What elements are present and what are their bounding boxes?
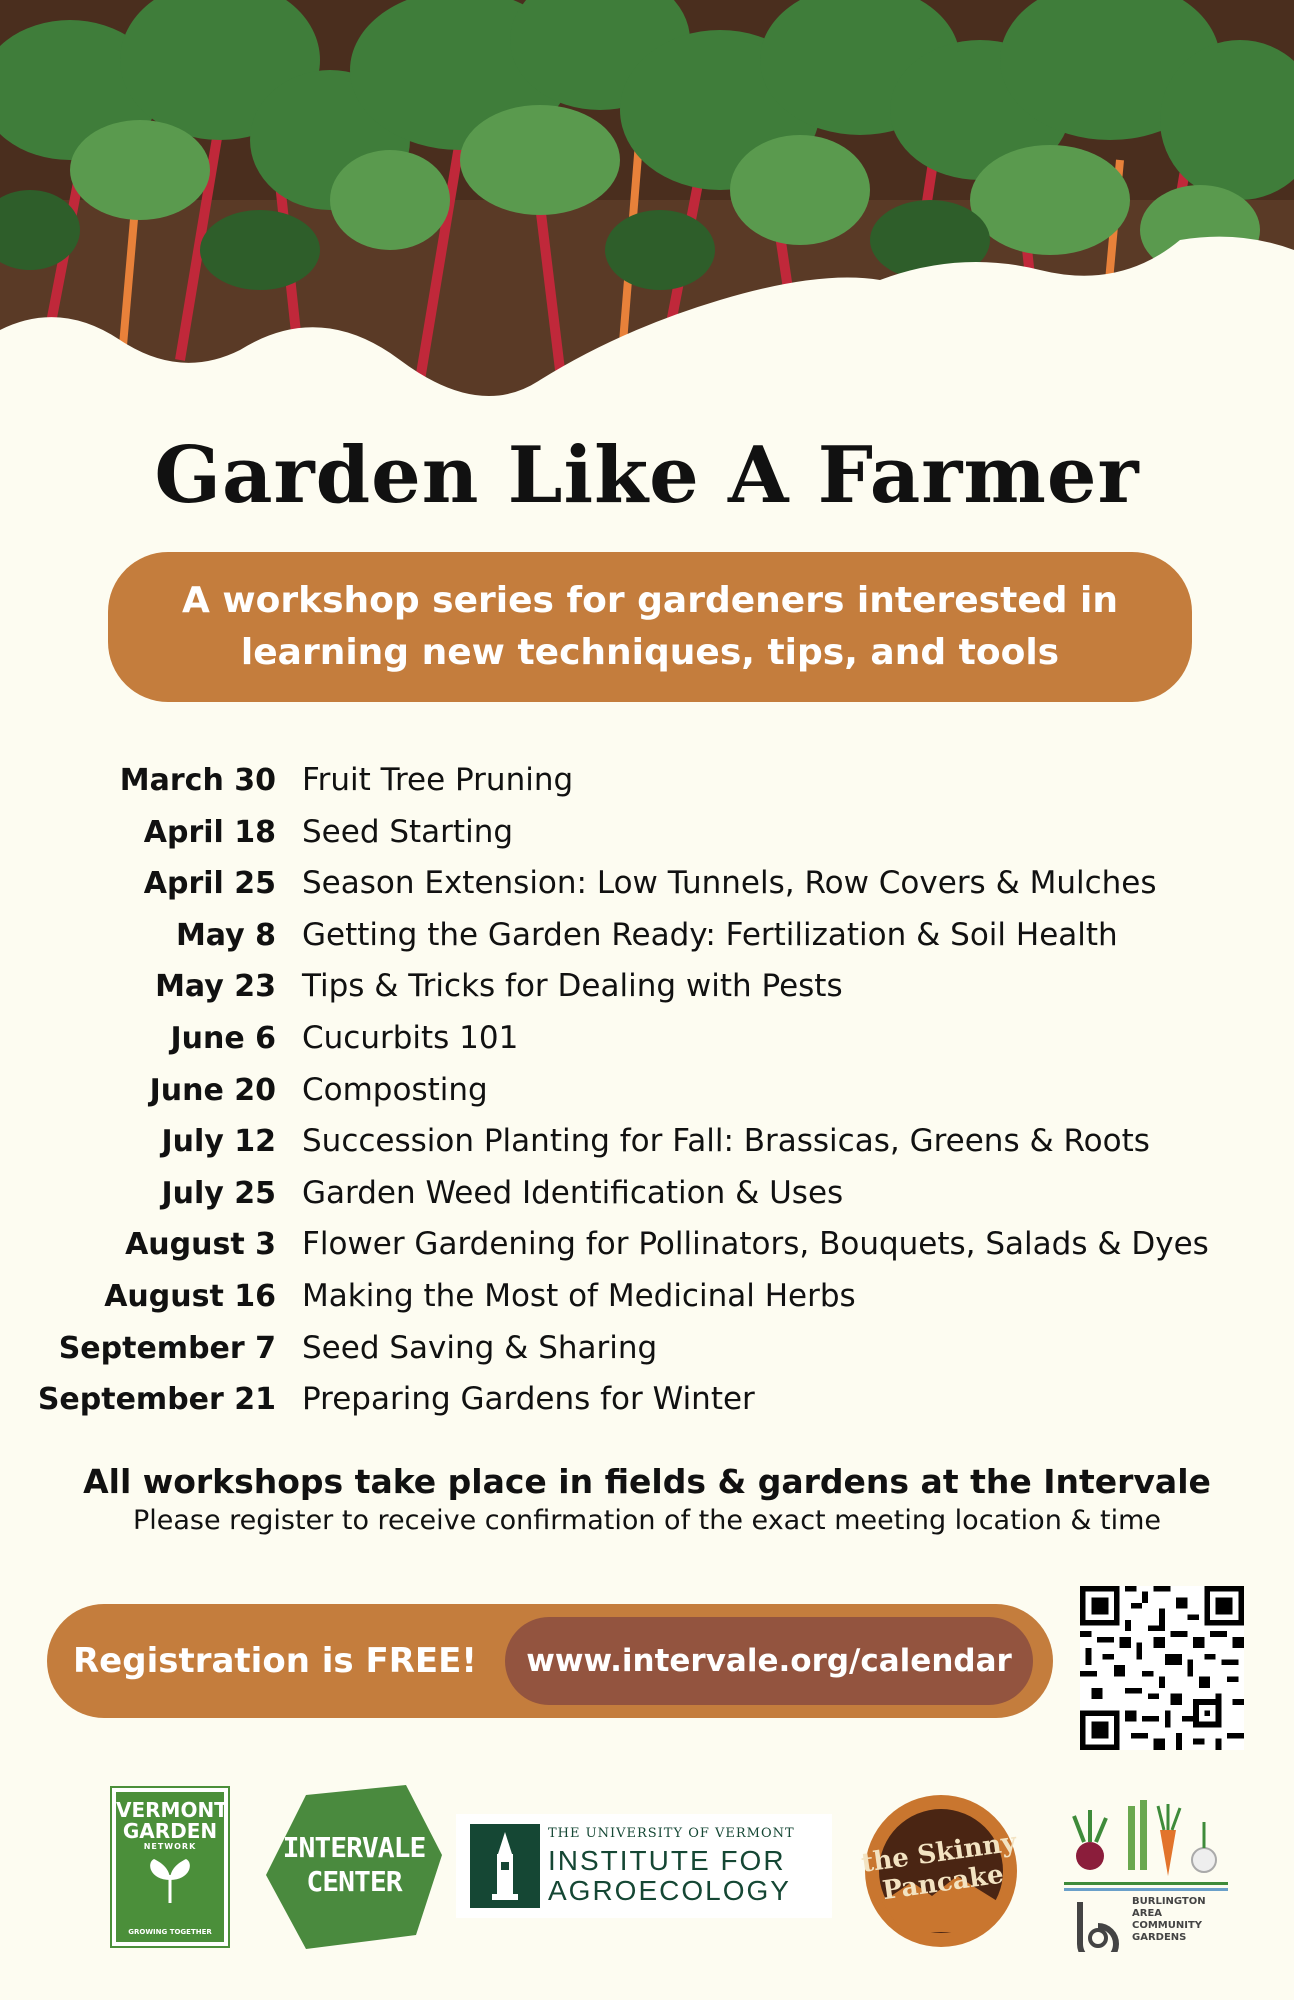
registration-banner	[47, 1604, 1053, 1718]
schedule-row	[0, 917, 1294, 969]
schedule-topic: Composting	[302, 1071, 488, 1108]
schedule-date: June 20	[149, 1072, 276, 1108]
schedule-date: April 25	[143, 866, 276, 902]
tower-icon	[470, 1824, 540, 1908]
schedule-date: July 12	[161, 1124, 276, 1160]
schedule-date: May 8	[175, 917, 276, 953]
schedule-row	[0, 762, 1294, 814]
uvm-institute-for-agroecology-logo: THE UNIVERSITY OF VERMONT INSTITUTE FOR AGROECOLOGY	[456, 1814, 832, 1918]
schedule-row	[0, 1123, 1294, 1175]
schedule-date: August 16	[104, 1278, 276, 1314]
schedule-row	[0, 1072, 1294, 1124]
schedule-row	[0, 1020, 1294, 1072]
schedule-date: May 23	[155, 969, 276, 1005]
schedule-date: July 25	[161, 1175, 276, 1211]
vegetables-icon	[1064, 1786, 1228, 1896]
intervale-center-logo: INTERVALE CENTER	[266, 1785, 442, 1949]
schedule-row	[0, 865, 1294, 917]
subtitle-banner	[108, 552, 1192, 702]
partner-logos	[0, 1780, 1294, 1970]
schedule-date: September 21	[37, 1382, 276, 1418]
qr-code-icon[interactable]	[1080, 1586, 1244, 1750]
registration-url-link[interactable]: www.intervale.org/calendar	[505, 1617, 1033, 1705]
schedule-topic: Fruit Tree Pruning	[302, 762, 574, 798]
schedule-date: August 3	[125, 1227, 276, 1263]
schedule-topic: Garden Weed Identification & Uses	[302, 1174, 844, 1211]
schedule-topic: Cucurbits 101	[302, 1019, 519, 1056]
schedule-topic: Getting the Garden Ready: Fertilization & Soil Health	[302, 916, 1118, 953]
schedule-row	[0, 1278, 1294, 1330]
schedule-row	[0, 968, 1294, 1020]
schedule-topic: Season Extension: Low Tunnels, Row Covers & Mulches	[302, 865, 1157, 902]
schedule-topic: Seed Starting	[302, 813, 514, 850]
schedule-row	[0, 814, 1294, 866]
schedule-topic: Seed Saving & Sharing	[302, 1329, 658, 1366]
schedule-row	[0, 1381, 1294, 1433]
workshop-schedule	[0, 762, 1294, 1433]
schedule-date: March 30	[119, 763, 276, 798]
schedule-topic: Making the Most of Medicinal Herbs	[302, 1277, 856, 1314]
hero-garden-photo	[0, 0, 1294, 410]
page-title: Garden Like A Farmer	[154, 430, 1140, 521]
b-logo-icon	[1070, 1898, 1124, 1952]
schedule-topic: Flower Gardening for Pollinators, Bouquets, Salads & Dyes	[302, 1226, 1209, 1263]
schedule-date: April 18	[143, 814, 276, 850]
schedule-topic: Preparing Gardens for Winter	[302, 1381, 755, 1418]
registration-label: Registration is FREE!	[73, 1641, 477, 1681]
schedule-row	[0, 1330, 1294, 1382]
location-note	[0, 1462, 1294, 1536]
location-subline: Please register to receive confirmation of the exact meeting location & time	[132, 1505, 1162, 1536]
schedule-date: June 6	[170, 1020, 276, 1056]
skinny-pancake-logo: the Skinny Pancake	[862, 1792, 1020, 1950]
schedule-row	[0, 1175, 1294, 1227]
leaf-icon	[140, 1855, 200, 1905]
burlington-area-community-gardens-logo: BURLINGTON AREA COMMUNITY GARDENS	[1064, 1786, 1228, 1956]
schedule-date: September 7	[58, 1330, 276, 1366]
subtitle-text: A workshop series for gardeners interested in learning new techniques, tips, and tools	[181, 580, 1119, 673]
vermont-garden-network-logo: VERMONT GARDEN NETWORK GROWING TOGETHER	[112, 1788, 228, 1946]
location-headline: All workshops take place in fields & gardens at the Intervale	[83, 1462, 1211, 1501]
schedule-topic: Tips & Tricks for Dealing with Pests	[302, 968, 843, 1005]
schedule-row	[0, 1226, 1294, 1278]
schedule-topic: Succession Planting for Fall: Brassicas, Greens & Roots	[302, 1123, 1150, 1160]
